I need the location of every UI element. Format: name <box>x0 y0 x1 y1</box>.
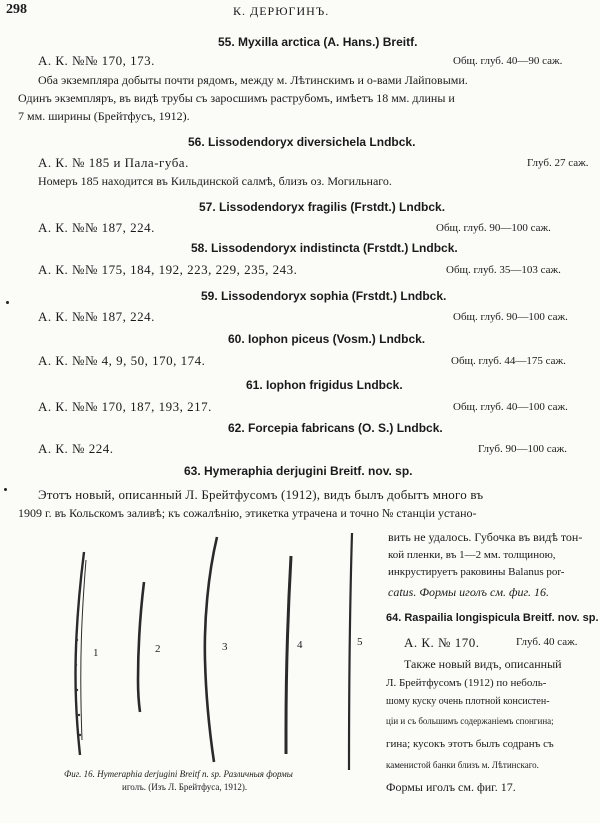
species-63-text-2: 1909 г. въ Кольскомъ заливѣ; къ сожалѣнію, этикетка утрачена и точно № станціи устано- <box>18 506 477 520</box>
spicule-2 <box>138 582 144 712</box>
species-59-depth: Общ. глуб. 90—100 саж. <box>453 311 568 323</box>
spicule-label-1: 1 <box>93 647 99 659</box>
species-62-depth: Глуб. 90—100 саж. <box>478 443 567 455</box>
spicule-4 <box>286 556 291 754</box>
species-60-stations: А. К. №№ 4, 9, 50, 170, 174. <box>38 353 206 368</box>
species-56-text-1: Номеръ 185 находится въ Кильдинской салмѣ, близъ оз. Могильнаго. <box>38 174 392 188</box>
species-64-text-2: Л. Брейтфусомъ (1912) по неболь- <box>386 677 547 689</box>
species-63-text-4: кой пленки, въ 1—2 мм. толщиною, <box>388 549 556 561</box>
species-60-depth: Общ. глуб. 44—175 саж. <box>451 355 566 367</box>
species-62-title: 62. Forcepia fabricans (O. S.) Lndbck. <box>228 421 443 435</box>
species-56-title: 56. Lissodendoryx diversichela Lndbck. <box>188 135 416 149</box>
species-61-stations: А. К. №№ 170, 187, 193, 217. <box>38 399 212 414</box>
species-55-stations: А. К. №№ 170, 173. <box>38 53 155 68</box>
spicule-label-4: 4 <box>297 639 303 651</box>
species-55-title: 55. Myxilla arctica (A. Hans.) Breitf. <box>218 35 418 49</box>
species-57-stations: А. К. №№ 187, 224. <box>38 220 155 235</box>
species-57-title: 57. Lissodendoryx fragilis (Frstdt.) Lndbck. <box>199 200 446 214</box>
species-64-title: 64. Raspailia longispicula Breitf. nov. sp. <box>386 612 599 624</box>
species-59-title: 59. Lissodendoryx sophia (Frstdt.) Lndbck. <box>201 289 447 303</box>
species-59-stations: А. К. №№ 187, 224. <box>38 309 155 324</box>
species-64-stations: А. К. № 170. <box>404 635 480 650</box>
scan-speck <box>4 488 7 491</box>
species-64-text-1: Также новый видъ, описанный <box>404 657 562 671</box>
spicule-label-2: 2 <box>155 643 161 655</box>
species-56-stations: А. К. № 185 и Пала-губа. <box>38 155 189 170</box>
species-55-text-2: Одинъ экземпляръ, въ видѣ трубы съ заросшимъ раструбомъ, имѣетъ 18 мм. длины и <box>18 91 455 105</box>
species-55-depth: Общ. глуб. 40—90 саж. <box>453 55 563 67</box>
species-63-text-6: catus. Формы иголъ см. фиг. 16. <box>388 585 550 599</box>
species-63-text-5: инкрустируетъ раковины Balanus por- <box>388 566 565 578</box>
species-61-title: 61. Iophon frigidus Lndbck. <box>246 378 403 392</box>
species-60-title: 60. Iophon piceus (Vosm.) Lndbck. <box>228 332 426 346</box>
species-63-title: 63. Hymeraphia derjugini Breitf. nov. sp. <box>184 464 413 478</box>
species-58-stations: А. К. №№ 175, 184, 192, 223, 229, 235, 243. <box>38 262 298 277</box>
species-61-depth: Общ. глуб. 40—100 саж. <box>453 401 568 413</box>
spicule-5 <box>349 533 352 770</box>
species-56-depth: Глуб. 27 саж. <box>527 157 589 169</box>
species-63-text-1: Этотъ новый, описанный Л. Брейтфусомъ (1912), видъ былъ добытъ много въ <box>38 487 484 502</box>
running-title: К. ДЕРЮГИНЪ. <box>233 4 330 18</box>
species-64-text-5: гина; кусокъ этотъ былъ содранъ съ <box>386 738 554 750</box>
species-64-text-7: Формы иголъ см. фиг. 17. <box>386 780 516 794</box>
spicule-label-5: 5 <box>357 636 363 648</box>
species-57-depth: Общ. глуб. 90—100 саж. <box>436 222 551 234</box>
figure-caption-line-2: иголъ. (Изъ Л. Брейтфуса, 1912). <box>122 782 248 792</box>
page-number: 298 <box>6 2 27 17</box>
species-64-depth: Глуб. 40 саж. <box>516 636 578 648</box>
species-64-text-6: каменистой банки близъ м. Лѣтинскаго. <box>386 760 539 770</box>
spicule-3 <box>205 537 217 762</box>
spicule-label-3: 3 <box>222 641 228 653</box>
species-55-text-1: Оба экземпляра добыты почти рядомъ, между м. Лѣтинскимъ и о-вами Лайповыми. <box>38 73 468 87</box>
species-62-stations: А. К. № 224. <box>38 441 114 456</box>
species-64-text-3: шому куску очень плотной консистен- <box>386 696 550 707</box>
species-64-text-4: ціи и съ большимъ содержаніемъ спонгина; <box>386 716 554 726</box>
species-58-title: 58. Lissodendoryx indistincta (Frstdt.) Lndbck. <box>191 241 458 255</box>
species-55-text-3: 7 мм. ширины (Брейтфусъ, 1912). <box>18 109 190 123</box>
spicule-1 <box>75 552 86 755</box>
species-63-text-3: вить не удалось. Губочка въ видѣ тон- <box>388 530 583 544</box>
species-58-depth: Общ. глуб. 35—103 саж. <box>446 264 561 276</box>
scan-speck <box>6 301 9 304</box>
figure-caption-line-1: Фиг. 16. Hymeraphia derjugini Breitf n. sp. Различныя формы <box>64 769 293 779</box>
